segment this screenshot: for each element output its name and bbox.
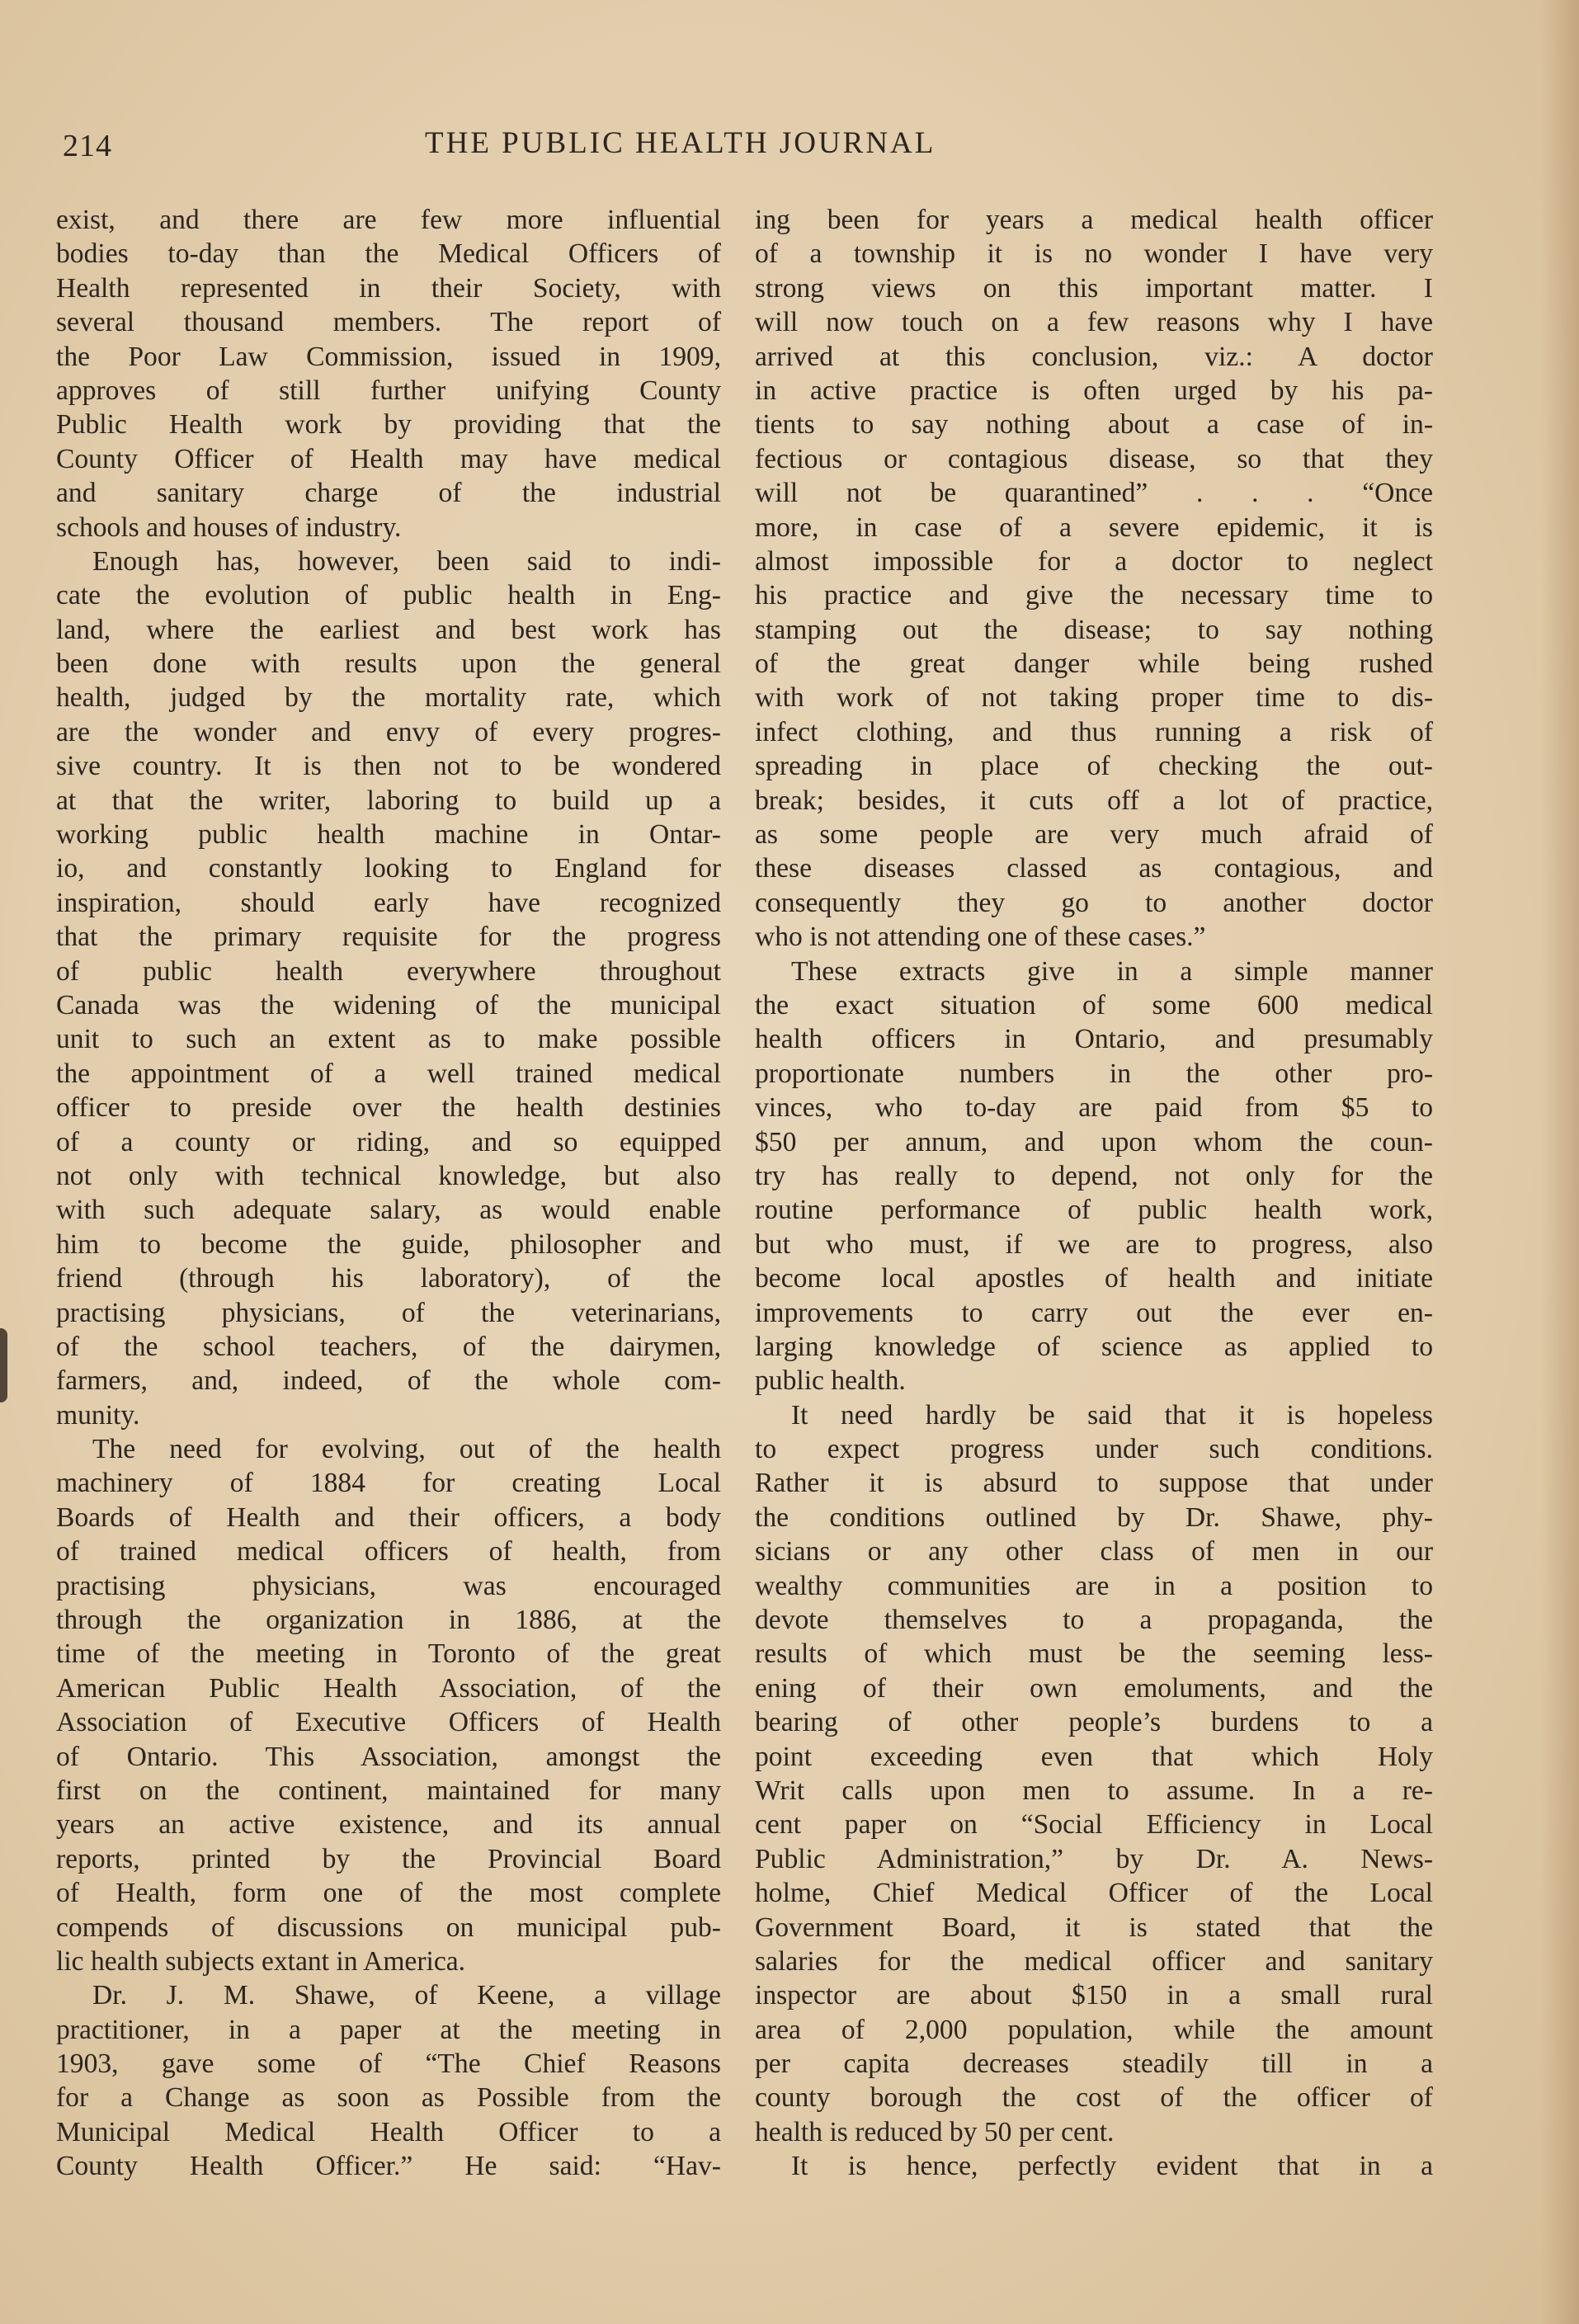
text-line: and sanitary charge of the industrial <box>56 478 721 509</box>
text-line: of the school teachers, of the dairymen, <box>56 1331 721 1362</box>
text-line: time of the meeting in Toronto of the great <box>56 1638 721 1670</box>
text-line: area of 2,000 population, while the amount <box>755 2014 1433 2045</box>
text-line: health officers in Ontario, and presumably <box>755 1024 1433 1055</box>
text-line: the conditions outlined by Dr. Shawe, phy- <box>755 1501 1433 1533</box>
text-line: almost impossible for a doctor to neglect <box>755 545 1433 577</box>
text-line: Enough has, however, been said to indi- <box>92 545 721 577</box>
text-line: American Public Health Association, of the <box>56 1672 721 1704</box>
text-line: consequently they go to another doctor <box>755 887 1433 918</box>
text-line: io, and constantly looking to England for <box>56 853 721 884</box>
text-line: approves of still further unifying County <box>56 375 721 406</box>
text-line: It is hence, perfectly evident that in a <box>791 2151 1433 2182</box>
text-line: Boards of Health and their officers, a body <box>56 1501 721 1533</box>
text-line: inspector are about $150 in a small rural <box>755 1980 1433 2011</box>
text-line: strong views on this important matter. I <box>755 272 1433 304</box>
text-line: will not be quarantined” . . . “Once <box>755 478 1433 509</box>
running-head: THE PUBLIC HEALTH JOURNAL <box>425 126 936 160</box>
text-line: Rather it is absurd to suppose that under <box>755 1468 1433 1499</box>
text-line: inspiration, should early have recognized <box>56 887 721 918</box>
text-line: County Officer of Health may have medical <box>56 443 721 474</box>
text-line: farmers, and, indeed, of the whole com- <box>56 1365 721 1397</box>
text-line: the exact situation of some 600 medical <box>755 989 1433 1021</box>
text-line: Canada was the widening of the municipal <box>56 989 721 1021</box>
text-line: unit to such an extent as to make possible <box>56 1024 721 1055</box>
text-line: will now touch on a few reasons why I have <box>755 307 1433 338</box>
text-line: of a county or riding, and so equipped <box>56 1126 721 1157</box>
text-line: spreading in place of checking the out- <box>755 751 1433 782</box>
text-line: the Poor Law Commission, issued in 1909, <box>56 341 721 372</box>
right-column <box>755 203 1433 2184</box>
text-line: practising physicians, was encouraged <box>56 1570 721 1601</box>
text-line: ing been for years a medical health officer <box>755 205 1433 235</box>
text-line: reports, printed by the Provincial Board <box>56 1843 721 1874</box>
text-line: bodies to-day than the Medical Officers of <box>56 238 721 270</box>
page-number: 214 <box>63 129 112 163</box>
text-line: infect clothing, and thus running a risk of <box>755 716 1433 747</box>
text-line: of Ontario. This Association, amongst the <box>56 1741 721 1772</box>
text-line: are the wonder and envy of every progres- <box>56 716 721 747</box>
text-line: ening of their own emoluments, and the <box>755 1672 1433 1704</box>
text-line: devote themselves to a propaganda, the <box>755 1605 1433 1636</box>
text-line: cent paper on “Social Efficiency in Local <box>755 1809 1433 1841</box>
text-line: of the great danger while being rushed <box>755 648 1433 680</box>
text-line: Government Board, it is stated that the <box>755 1912 1433 1943</box>
text-line: of public health everywhere throughout <box>56 955 721 987</box>
text-line: his practice and give the necessary time to <box>755 580 1433 611</box>
text-line: machinery of 1884 for creating Local <box>56 1468 721 1499</box>
text-line: munity. <box>56 1399 140 1431</box>
text-line: larging knowledge of science as applied to <box>755 1331 1433 1362</box>
text-line: The need for evolving, out of the health <box>92 1434 721 1465</box>
text-line: County Health Officer.” He said: “Hav- <box>56 2151 721 2182</box>
text-line: with work of not taking proper time to dis- <box>755 682 1433 714</box>
text-line: years an active existence, and its annual <box>56 1809 721 1841</box>
text-line: schools and houses of industry. <box>56 511 402 543</box>
text-line: working public health machine in Ontar- <box>56 819 721 851</box>
text-line: who is not attending one of these cases.” <box>755 922 1206 953</box>
text-line: with such adequate salary, as would enable <box>56 1195 721 1226</box>
text-line: county borough the cost of the officer of <box>755 2082 1433 2114</box>
text-line: improvements to carry out the ever en- <box>755 1297 1433 1328</box>
text-line: sive country. It is then not to be wondered <box>56 751 721 782</box>
text-line: through the organization in 1886, at the <box>56 1605 721 1636</box>
text-line: Public Administration,” by Dr. A. News- <box>755 1843 1433 1874</box>
text-line: of Health, form one of the most complete <box>56 1878 721 1909</box>
text-line: $50 per annum, and upon whom the coun- <box>755 1126 1433 1157</box>
text-line: It need hardly be said that it is hopeless <box>791 1399 1433 1431</box>
text-line: These extracts give in a simple manner <box>791 955 1433 987</box>
text-line: Municipal Medical Health Officer to a <box>56 2116 721 2147</box>
text-line: that the primary requisite for the progress <box>56 922 721 953</box>
text-line: at that the writer, laboring to build up a <box>56 785 721 816</box>
text-line: stamping out the disease; to say nothing <box>755 614 1433 645</box>
text-line: bearing of other people’s burdens to a <box>755 1707 1433 1738</box>
text-line: arrived at this conclusion, viz.: A doctor <box>755 341 1433 372</box>
text-line: in active practice is often urged by his pa- <box>755 375 1433 406</box>
text-line: wealthy communities are in a position to <box>755 1570 1433 1601</box>
text-line: to expect progress under such conditions. <box>755 1434 1433 1465</box>
text-line: vinces, who to-day are paid from $5 to <box>755 1092 1433 1124</box>
text-line: practitioner, in a paper at the meeting in <box>56 2014 721 2045</box>
text-line: friend (through his laboratory), of the <box>56 1263 721 1294</box>
text-line: 1903, gave some of “The Chief Reasons <box>56 2048 721 2080</box>
text-line: more, in case of a severe epidemic, it is <box>755 511 1433 543</box>
text-line: public health. <box>755 1365 906 1397</box>
text-line: tients to say nothing about a case of in- <box>755 409 1433 441</box>
text-line: fectious or contagious disease, so that they <box>755 443 1433 474</box>
text-line: the appointment of a well trained medical <box>56 1058 721 1089</box>
text-line: Writ calls upon men to assume. In a re- <box>755 1775 1433 1806</box>
text-line: results of which must be the seeming less- <box>755 1638 1433 1670</box>
text-line: break; besides, it cuts off a lot of practice, <box>755 785 1433 816</box>
text-line: proportionate numbers in the other pro- <box>755 1058 1433 1089</box>
text-line: first on the continent, maintained for many <box>56 1775 721 1806</box>
text-line: him to become the guide, philosopher and <box>56 1228 721 1260</box>
text-line: of trained medical officers of health, from <box>56 1536 721 1567</box>
text-line: practising physicians, of the veterinarians, <box>56 1297 721 1328</box>
text-line: holme, Chief Medical Officer of the Local <box>755 1878 1433 1909</box>
text-line: these diseases classed as contagious, and <box>755 853 1433 884</box>
text-line: health, judged by the mortality rate, which <box>56 682 721 714</box>
text-line: exist, and there are few more influential <box>56 205 721 235</box>
text-line: Dr. J. M. Shawe, of Keene, a village <box>92 1980 721 2011</box>
text-line: lic health subjects extant in America. <box>56 1945 466 1977</box>
binding-ink-mark <box>0 1328 7 1402</box>
text-line: land, where the earliest and best work has <box>56 614 721 645</box>
text-line: several thousand members. The report of <box>56 307 721 338</box>
text-line: health is reduced by 50 per cent. <box>755 2116 1115 2147</box>
text-line: cate the evolution of public health in Eng- <box>56 580 721 611</box>
text-line: for a Change as soon as Possible from the <box>56 2082 721 2114</box>
text-line: salaries for the medical officer and sanitary <box>755 1945 1433 1977</box>
text-line: point exceeding even that which Holy <box>755 1741 1433 1772</box>
text-line: routine performance of public health work, <box>755 1195 1433 1226</box>
left-column <box>56 203 721 2184</box>
text-line: per capita decreases steadily till in a <box>755 2048 1433 2080</box>
text-line: of a township it is no wonder I have very <box>755 238 1433 270</box>
text-line: compends of discussions on municipal pub- <box>56 1912 721 1943</box>
text-line: sicians or any other class of men in our <box>755 1536 1433 1567</box>
text-line: but who must, if we are to progress, also <box>755 1228 1433 1260</box>
text-line: become local apostles of health and initiate <box>755 1263 1433 1294</box>
text-line: not only with technical knowledge, but also <box>56 1160 721 1191</box>
text-line: officer to preside over the health destinies <box>56 1092 721 1124</box>
text-line: try has really to depend, not only for the <box>755 1160 1433 1191</box>
text-line: as some people are very much afraid of <box>755 819 1433 851</box>
text-line: Health represented in their Society, with <box>56 272 721 304</box>
text-line: been done with results upon the general <box>56 648 721 680</box>
text-line: Public Health work by providing that the <box>56 409 721 441</box>
text-line: Association of Executive Officers of Health <box>56 1707 721 1738</box>
